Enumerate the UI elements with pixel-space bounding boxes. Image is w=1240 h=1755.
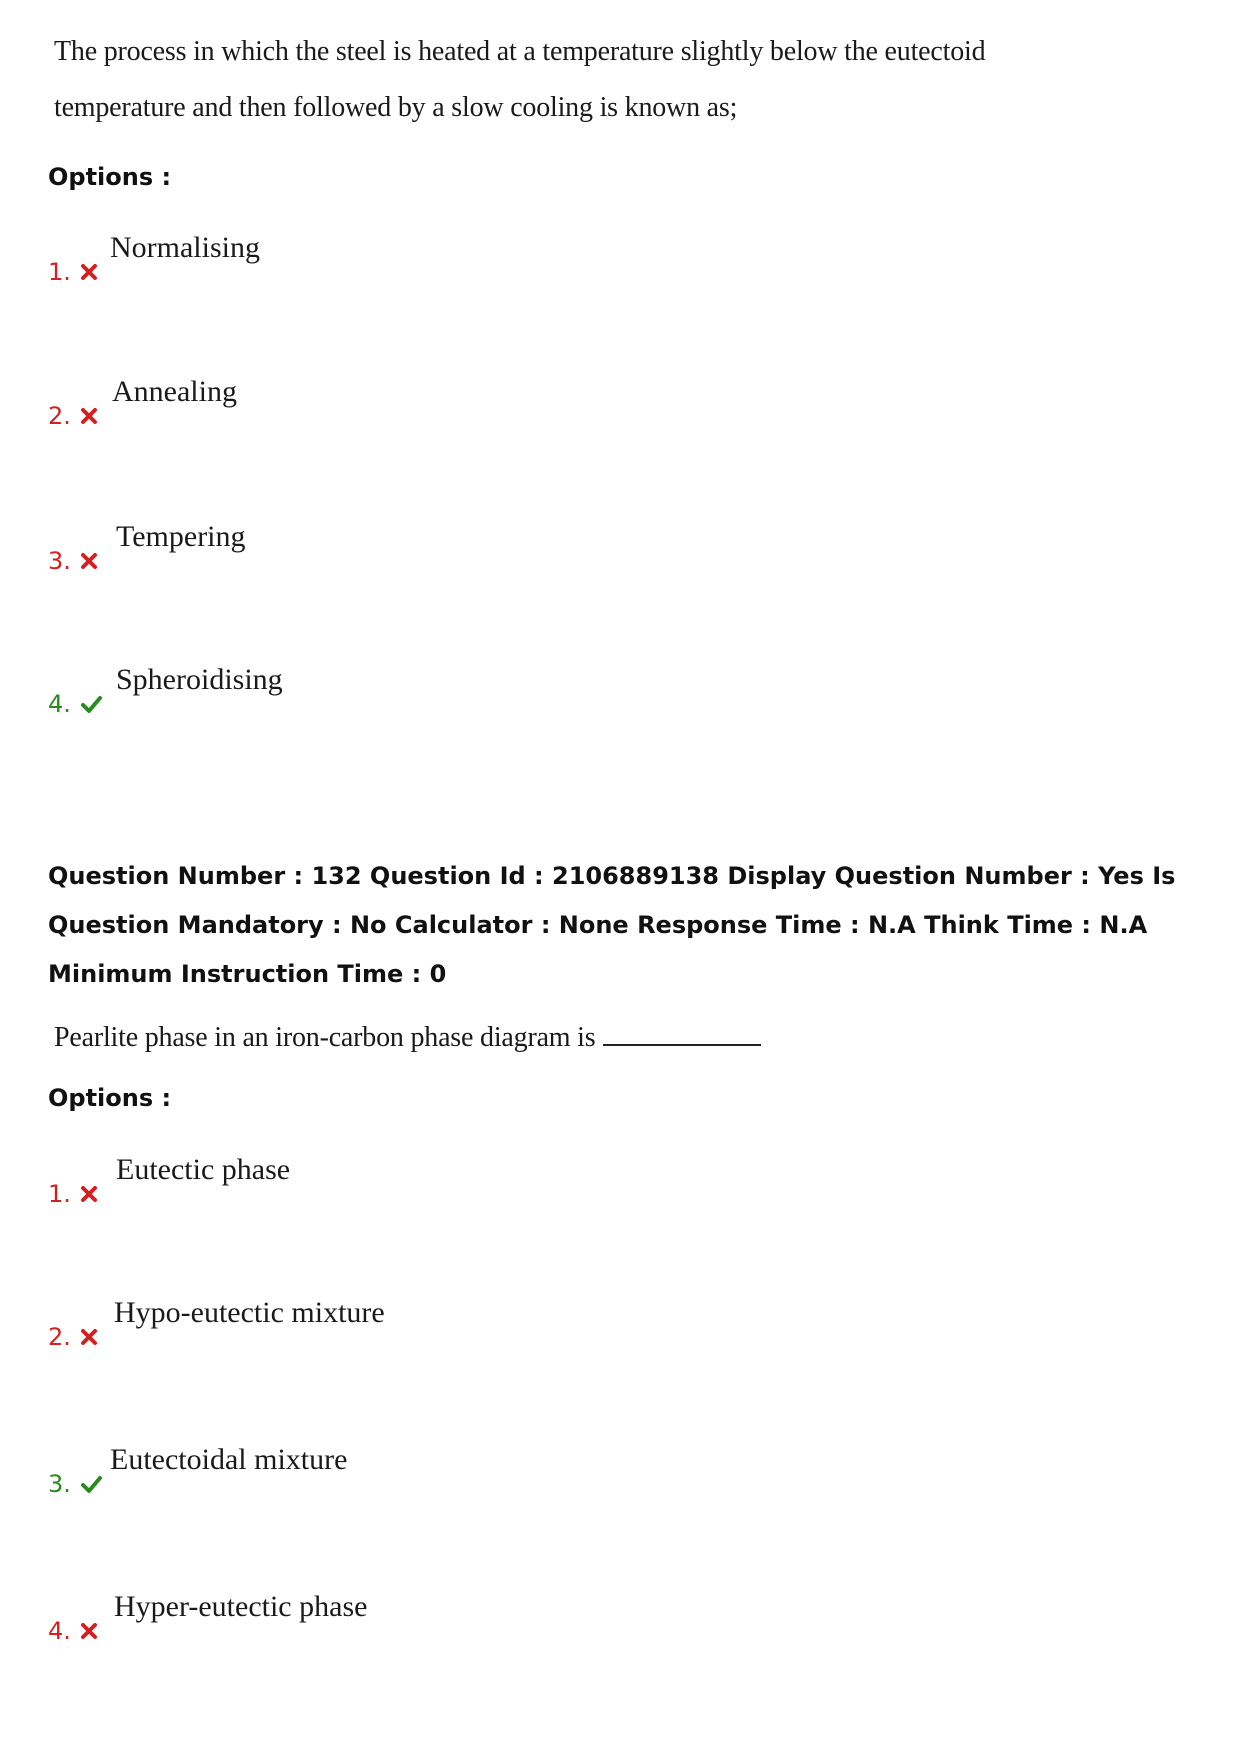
option-text: Tempering <box>116 520 246 553</box>
cross-icon <box>78 550 100 572</box>
option-number: 1. <box>48 1180 71 1208</box>
option-item <box>48 1150 648 1210</box>
option-text: Annealing <box>112 375 237 408</box>
question-text <box>54 1020 761 1054</box>
option-item <box>48 372 648 432</box>
option-number: 2. <box>48 402 71 430</box>
option-number: 4. <box>48 1617 71 1645</box>
option-number: 3. <box>48 1470 71 1498</box>
question-metadata: Question Number : 132 Question Id : 2106889138 Display Question Number : Yes Is Question Mandatory : No Calculator : None Response Time : N.A Think Time : N.A Minimum Instruction Time : 0 <box>48 862 1176 988</box>
option-number: 1. <box>48 258 71 286</box>
options-label: Options : <box>48 163 172 191</box>
option-text: Eutectic phase <box>116 1153 291 1186</box>
option-text: Hyper-eutectic phase <box>114 1590 368 1623</box>
option-item <box>48 517 648 577</box>
option-item <box>48 660 648 720</box>
question-text-content: Pearlite phase in an iron-carbon phase diagram is <box>54 1022 596 1053</box>
option-text: Normalising <box>110 231 260 264</box>
question-text-line-1: The process in which the steel is heated at a temperature slightly below the eutectoid <box>54 36 986 67</box>
check-icon <box>78 693 104 715</box>
options-label: Options : <box>48 1084 172 1112</box>
option-number: 2. <box>48 1323 71 1351</box>
option-text: Spheroidising <box>116 663 283 696</box>
cross-icon <box>78 1620 100 1642</box>
option-item <box>48 1440 648 1500</box>
option-item <box>48 1293 648 1353</box>
option-item <box>48 228 648 288</box>
option-number: 3. <box>48 547 71 575</box>
option-text: Eutectoidal mixture <box>110 1443 348 1476</box>
option-text: Hypo-eutectic mixture <box>114 1296 385 1329</box>
cross-icon <box>78 1183 100 1205</box>
option-item <box>48 1587 648 1647</box>
option-number: 4. <box>48 690 71 718</box>
cross-icon <box>78 405 100 427</box>
check-icon <box>78 1473 104 1495</box>
cross-icon <box>78 1326 100 1348</box>
cross-icon <box>78 261 100 283</box>
question-text-line-2: temperature and then followed by a slow cooling is known as; <box>54 92 738 123</box>
answer-blank <box>603 1020 761 1046</box>
